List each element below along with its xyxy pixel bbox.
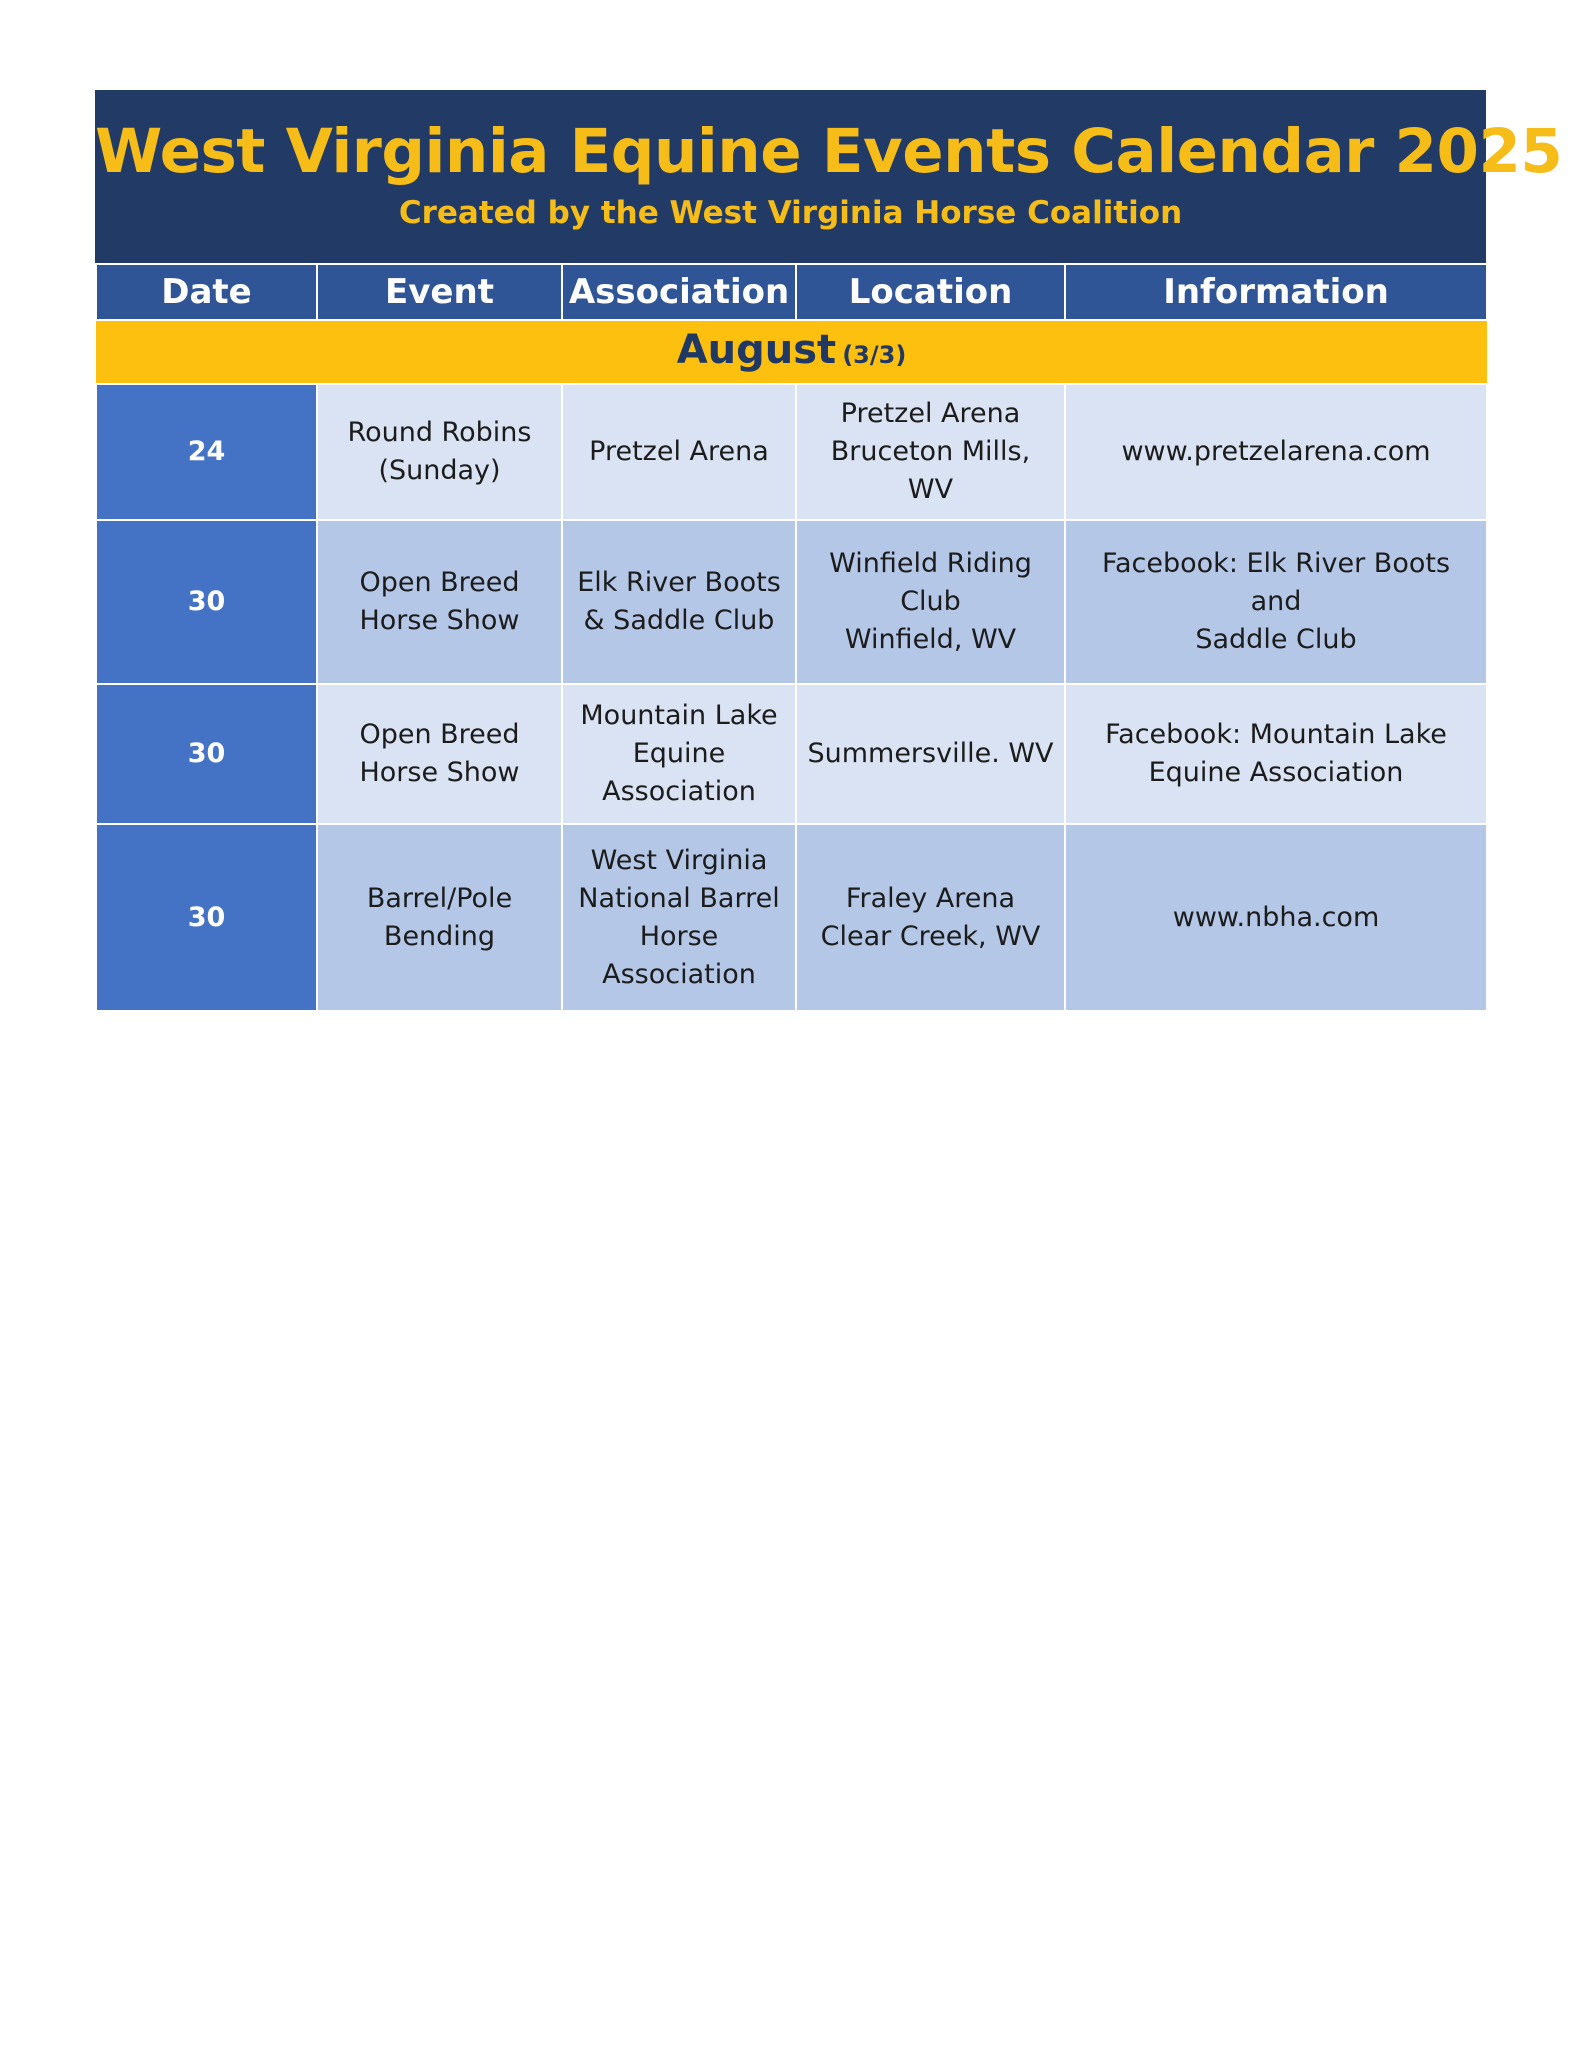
- events-table: [95, 263, 1488, 1012]
- association-line: Elk River Boots: [577, 567, 781, 598]
- information-line: Facebook: Mountain Lake: [1105, 719, 1447, 750]
- calendar-sheet: [95, 90, 1563, 1012]
- event-line: Horse Show: [359, 757, 520, 788]
- table-row: [96, 384, 1487, 520]
- page-title: West Virginia Equine Events Calendar 2025: [95, 116, 1563, 187]
- column-header-row: [96, 264, 1487, 320]
- event-line: (Sunday): [378, 455, 501, 486]
- location-line: Summersville. WV: [807, 738, 1054, 769]
- location-cell: [796, 384, 1065, 520]
- location-cell: [796, 684, 1065, 824]
- location-line: WV: [907, 474, 954, 505]
- information-line: Equine Association: [1148, 757, 1404, 788]
- association-line: Association: [602, 776, 756, 807]
- event-cell: [317, 824, 562, 1011]
- location-line: Pretzel Arena: [840, 398, 1021, 429]
- information-cell: [1065, 684, 1487, 824]
- event-cell: [317, 520, 562, 684]
- location-line: Clear Creek, WV: [820, 920, 1041, 952]
- column-header-association: Association: [562, 264, 796, 320]
- information-cell: [1065, 520, 1487, 684]
- information-line: www.nbha.com: [1172, 901, 1380, 933]
- event-cell: [317, 384, 562, 520]
- association-cell: [562, 384, 796, 520]
- information-cell: [1065, 824, 1487, 1011]
- event-cell: [317, 684, 562, 824]
- table-row: [96, 824, 1487, 1011]
- location-line: Bruceton Mills,: [830, 436, 1031, 467]
- location-line: Fraley Arena: [845, 882, 1016, 914]
- association-cell: [562, 520, 796, 684]
- month-name: August: [676, 326, 837, 373]
- association-line: National Barrel: [578, 882, 780, 914]
- association-line: Equine: [632, 738, 726, 769]
- association-line: & Saddle Club: [583, 605, 775, 636]
- column-header-location: Location: [796, 264, 1065, 320]
- table-row: [96, 684, 1487, 824]
- date-cell: 24: [96, 384, 317, 520]
- location-cell: [796, 520, 1065, 684]
- column-header-information: Information: [1065, 264, 1487, 320]
- association-cell: [562, 824, 796, 1011]
- date-cell: 30: [96, 684, 317, 824]
- month-page-indicator: (3/3): [842, 340, 907, 369]
- association-line: Association: [602, 958, 756, 990]
- event-line: Open Breed: [359, 719, 520, 750]
- page-subtitle: Created by the West Virginia Horse Coalition: [398, 195, 1183, 231]
- association-cell: [562, 684, 796, 824]
- date-cell: 30: [96, 824, 317, 1011]
- location-line: Winfield, WV: [844, 624, 1017, 655]
- location-cell: [796, 824, 1065, 1011]
- location-line: Winfield Riding: [829, 548, 1032, 579]
- event-line: Open Breed: [359, 567, 520, 598]
- event-line: Horse Show: [359, 605, 520, 636]
- title-banner: [95, 90, 1563, 263]
- month-bar: [96, 320, 1487, 384]
- event-line: Barrel/Pole: [366, 882, 513, 914]
- association-line: West Virginia: [590, 844, 768, 876]
- information-line: Saddle Club: [1195, 624, 1357, 655]
- event-line: Bending: [383, 920, 496, 952]
- column-header-event: Event: [317, 264, 562, 320]
- association-line: Mountain Lake: [580, 700, 778, 731]
- location-line: Club: [900, 586, 961, 617]
- table-row: [96, 520, 1487, 684]
- information-line: www.pretzelarena.com: [1121, 436, 1431, 467]
- information-line: Facebook: Elk River Boots and: [1101, 548, 1451, 617]
- event-line: Round Robins: [347, 417, 532, 448]
- date-cell: 30: [96, 520, 317, 684]
- association-line: Horse: [639, 920, 719, 952]
- column-header-date: Date: [96, 264, 317, 320]
- information-cell: [1065, 384, 1487, 520]
- association-line: Pretzel Arena: [589, 436, 769, 467]
